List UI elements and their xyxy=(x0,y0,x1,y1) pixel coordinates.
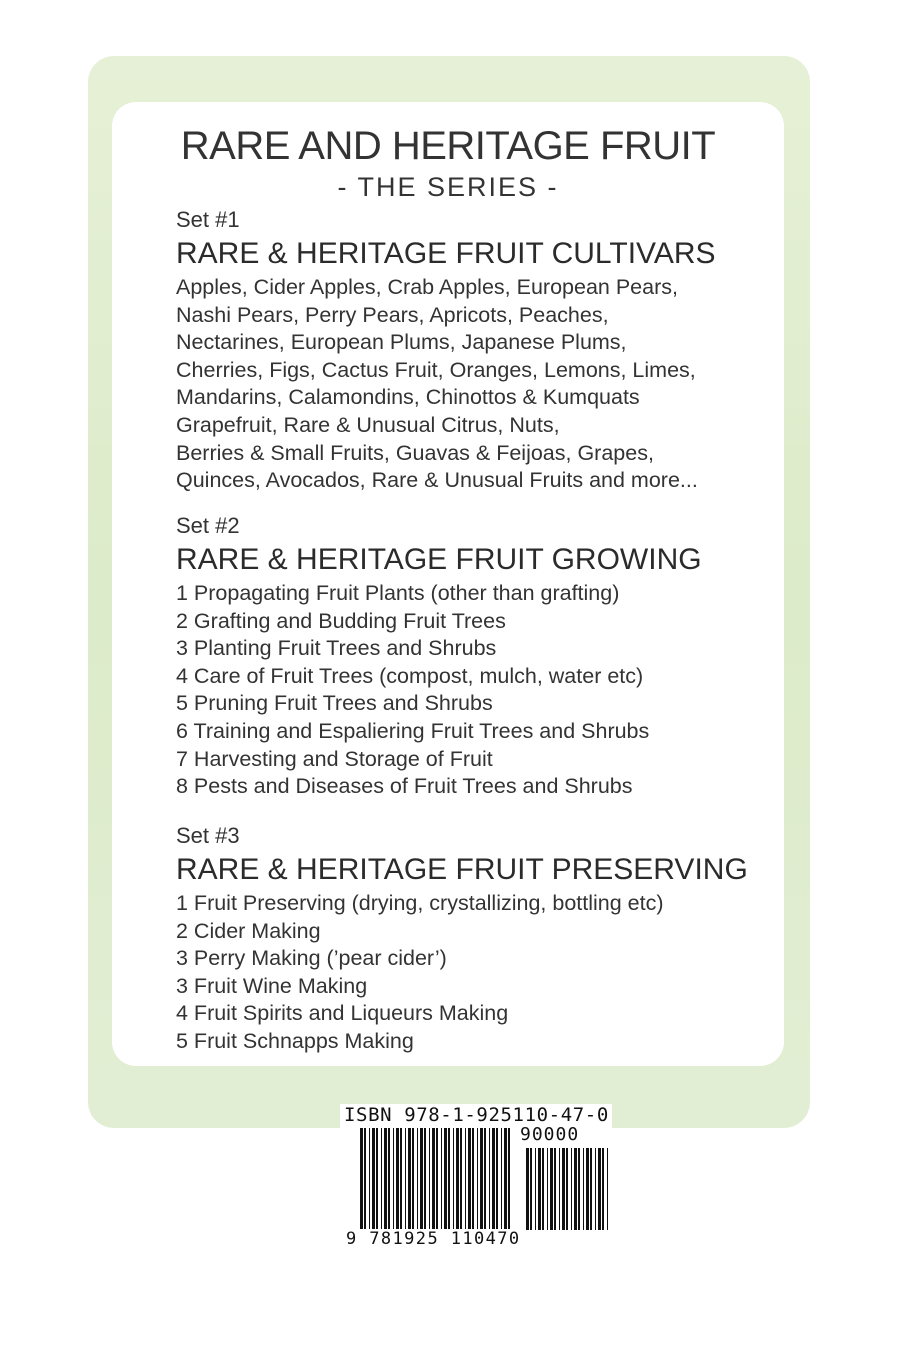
barcode-bar xyxy=(412,1128,414,1230)
list-item: 4 Fruit Spirits and Liqueurs Making xyxy=(176,1001,509,1026)
list-item: Mandarins, Calamondins, Chinottos & Kumquats xyxy=(176,385,640,410)
barcode-bar xyxy=(372,1128,375,1230)
barcode-bar xyxy=(598,1148,601,1230)
set-heading: RARE & HERITAGE FRUIT GROWING xyxy=(176,543,702,576)
set-2-block xyxy=(176,512,702,801)
barcode-bar xyxy=(364,1128,366,1230)
barcode-bar xyxy=(369,1128,370,1230)
barcode-bar xyxy=(405,1128,406,1230)
barcode-bar xyxy=(595,1148,596,1230)
barcode-bar xyxy=(574,1148,577,1230)
barcode-bar xyxy=(480,1128,483,1230)
barcode-bar xyxy=(376,1128,378,1230)
barcode-bar xyxy=(526,1148,529,1230)
set-label: Set #3 xyxy=(176,823,240,848)
barcode-bar xyxy=(586,1148,589,1230)
barcode-bar xyxy=(566,1148,568,1230)
list-item: 2 Cider Making xyxy=(176,918,321,943)
barcode-bar xyxy=(417,1128,418,1230)
barcode-bar xyxy=(590,1148,592,1230)
list-item: Quinces, Avocados, Rare & Unusual Fruits and more... xyxy=(176,468,698,493)
barcode-bar xyxy=(424,1128,426,1230)
set-label: Set #1 xyxy=(176,207,240,232)
list-item: 7 Harvesting and Storage of Fruit xyxy=(176,746,493,771)
barcode-bar xyxy=(420,1128,423,1230)
list-item: 1 Fruit Preserving (drying, crystallizing, bottling etc) xyxy=(176,891,664,915)
barcode-bar xyxy=(554,1148,556,1230)
barcode-bar xyxy=(360,1128,363,1230)
list-item: 3 Perry Making (’pear cider’) xyxy=(176,946,447,971)
list-item: Cherries, Figs, Cactus Fruit, Oranges, Lemons, Limes, xyxy=(176,357,696,382)
barcode-bar xyxy=(400,1128,402,1230)
set-heading: RARE & HERITAGE FRUIT CULTIVARS xyxy=(176,237,716,270)
list-item: 6 Training and Espaliering Fruit Trees and Shrubs xyxy=(176,718,650,743)
barcode-bar xyxy=(472,1128,474,1230)
barcode-bar xyxy=(441,1128,442,1230)
barcode-bar xyxy=(501,1128,502,1230)
list-item: 3 Fruit Wine Making xyxy=(176,973,368,998)
barcode-addon: 90000 xyxy=(520,1124,580,1145)
barcode-bar xyxy=(602,1148,604,1230)
set-label: Set #2 xyxy=(176,513,240,538)
barcode-bar xyxy=(396,1128,399,1230)
list-item: Nashi Pears, Perry Pears, Apricots, Peaches, xyxy=(176,302,609,327)
barcode-bar xyxy=(456,1128,459,1230)
series-title: RARE AND HERITAGE FRUIT xyxy=(180,124,716,168)
barcode-bar xyxy=(571,1148,572,1230)
barcode-bar xyxy=(489,1128,490,1230)
barcode-bar xyxy=(429,1128,430,1230)
barcode-bar xyxy=(381,1128,382,1230)
barcode-bar xyxy=(542,1148,544,1230)
list-item: 4 Care of Fruit Trees (compost, mulch, water etc) xyxy=(176,663,644,688)
set-1-block xyxy=(176,206,716,495)
list-item: Berries & Small Fruits, Guavas & Feijoas, Grapes, xyxy=(176,440,654,465)
set-heading: RARE & HERITAGE FRUIT PRESERVING xyxy=(176,853,748,886)
list-item: 8 Pests and Diseases of Fruit Trees and Shrubs xyxy=(176,774,633,799)
list-item: 5 Pruning Fruit Trees and Shrubs xyxy=(176,691,493,716)
barcode-bar xyxy=(393,1128,394,1230)
list-item: Apples, Cider Apples, Crab Apples, European Pears, xyxy=(176,275,678,299)
barcode-bar xyxy=(559,1148,560,1230)
barcode-bar xyxy=(448,1128,450,1230)
barcode-bar xyxy=(444,1128,447,1230)
barcode-bar xyxy=(384,1128,387,1230)
barcode-bar xyxy=(562,1148,565,1230)
barcode-bar xyxy=(468,1128,471,1230)
barcode-bar xyxy=(436,1128,438,1230)
barcode-bar xyxy=(477,1128,478,1230)
barcode-bar xyxy=(535,1148,536,1230)
list-item: 2 Grafting and Budding Fruit Trees xyxy=(176,608,506,633)
barcode-bar xyxy=(496,1128,498,1230)
list-item: Nectarines, European Plums, Japanese Plums, xyxy=(176,330,627,355)
barcode-bar xyxy=(465,1128,466,1230)
list-item: 3 Planting Fruit Trees and Shrubs xyxy=(176,636,497,661)
barcode-bar xyxy=(547,1148,548,1230)
barcode-bar xyxy=(583,1148,584,1230)
barcode-bar xyxy=(504,1128,507,1230)
list-item: 5 Fruit Schnapps Making xyxy=(176,1028,414,1053)
isbn-barcode xyxy=(340,1104,612,1252)
barcode-bar xyxy=(388,1128,390,1230)
barcode-bar xyxy=(578,1148,580,1230)
barcode-digits: 9 781925 110470 xyxy=(346,1229,521,1249)
barcode-bar xyxy=(492,1128,495,1230)
barcode-bar xyxy=(538,1148,541,1230)
barcode-bar xyxy=(432,1128,435,1230)
barcode-bar xyxy=(607,1148,608,1230)
barcode-bar xyxy=(408,1128,411,1230)
list-item: 1 Propagating Fruit Plants (other than grafting) xyxy=(176,581,620,605)
barcode-bar xyxy=(453,1128,454,1230)
barcode-bar xyxy=(508,1128,510,1230)
barcode-bar xyxy=(484,1128,486,1230)
barcode-bar xyxy=(530,1148,532,1230)
barcode-bar xyxy=(460,1128,462,1230)
barcode-bar xyxy=(550,1148,553,1230)
series-subtitle: - THE SERIES - xyxy=(337,172,559,202)
set-3-block xyxy=(176,822,748,1056)
list-item: Grapefruit, Rare & Unusual Citrus, Nuts, xyxy=(176,412,560,437)
isbn-label: ISBN 978-1-925110-47-0 xyxy=(344,1104,609,1126)
